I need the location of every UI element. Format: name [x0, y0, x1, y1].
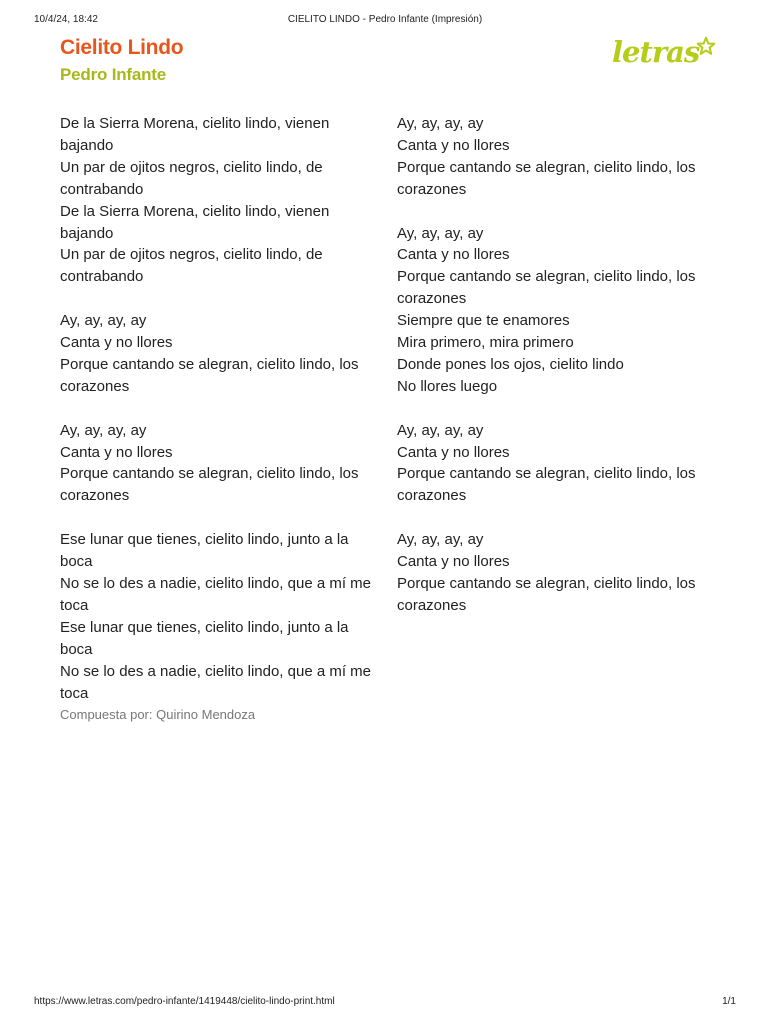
lyric-line: No se lo des a nadie, cielito lindo, que a mí me toca	[60, 662, 372, 702]
lyric-line: Porque cantando se alegran, cielito lindo, los corazones	[397, 465, 696, 505]
lyric-line: Ese lunar que tienes, cielito lindo, junto a la boca	[60, 531, 349, 571]
lyric-line: Un par de ojitos negros, cielito lindo, de contrabando	[60, 246, 323, 286]
lyric-line: Canta y no llores	[397, 443, 510, 461]
letras-logo	[612, 32, 716, 72]
lyrics-stanza	[397, 223, 715, 398]
lyrics-stanza	[60, 529, 378, 704]
lyric-line: Un par de ojitos negros, cielito lindo, de contrabando	[60, 158, 323, 198]
lyric-line: Ay, ay, ay, ay	[397, 531, 484, 549]
lyric-line: Canta y no llores	[60, 443, 173, 461]
print-document-title: CIELITO LINDO - Pedro Infante (Impresión)	[287, 14, 483, 25]
lyric-line: De la Sierra Morena, cielito lindo, vienen bajando	[60, 202, 330, 242]
lyrics-stanza	[60, 420, 378, 508]
lyric-line: No llores luego	[397, 377, 498, 395]
lyric-line: Canta y no llores	[397, 246, 510, 264]
lyric-line: Canta y no llores	[397, 553, 510, 571]
print-url: https://www.letras.com/pedro-infante/1419448/cielito-lindo-print.html	[34, 996, 335, 1007]
letras-logo-text: letras	[612, 35, 700, 69]
lyrics-column-right	[397, 113, 715, 639]
composer-credit: Compuesta por: Quirino Mendoza	[60, 707, 256, 723]
song-title: Cielito Lindo	[60, 36, 184, 59]
lyric-line: Siempre que te enamores	[397, 312, 570, 330]
artist-name: Pedro Infante	[60, 65, 167, 84]
lyrics-stanza	[60, 310, 378, 398]
print-date: 10/4/24, 18:42	[34, 14, 98, 25]
page-number: 1/1	[722, 996, 736, 1007]
lyric-line: Ese lunar que tienes, cielito lindo, junto a la boca	[60, 618, 349, 658]
print-footer	[34, 996, 736, 1010]
lyrics-stanza	[397, 529, 715, 617]
lyrics-stanza	[397, 113, 715, 201]
lyrics-stanza	[397, 420, 715, 508]
lyric-line: Porque cantando se alegran, cielito lindo, los corazones	[397, 158, 696, 198]
lyric-line: Porque cantando se alegran, cielito lindo, los corazones	[60, 355, 359, 395]
lyric-line: Ay, ay, ay, ay	[397, 224, 484, 242]
lyric-line: Ay, ay, ay, ay	[60, 312, 147, 330]
lyric-line: Donde pones los ojos, cielito lindo	[397, 355, 624, 373]
lyric-line: Ay, ay, ay, ay	[397, 115, 484, 132]
star-icon	[696, 36, 716, 56]
lyrics-column-left	[60, 113, 378, 724]
lyric-line: Porque cantando se alegran, cielito lindo, los corazones	[397, 574, 696, 614]
lyric-line: Ay, ay, ay, ay	[60, 421, 147, 439]
lyric-line: Porque cantando se alegran, cielito lindo, los corazones	[397, 268, 696, 308]
lyric-line: Ay, ay, ay, ay	[397, 421, 484, 439]
lyric-line: No se lo des a nadie, cielito lindo, que a mí me toca	[60, 574, 372, 614]
lyrics-stanza	[60, 113, 378, 288]
lyric-line: Porque cantando se alegran, cielito lindo, los corazones	[60, 465, 359, 505]
lyric-line: Canta y no llores	[397, 136, 510, 154]
lyric-line: De la Sierra Morena, cielito lindo, vienen bajando	[60, 115, 330, 154]
print-header	[34, 14, 736, 28]
lyric-line: Mira primero, mira primero	[397, 334, 574, 352]
lyric-line: Canta y no llores	[60, 334, 173, 352]
